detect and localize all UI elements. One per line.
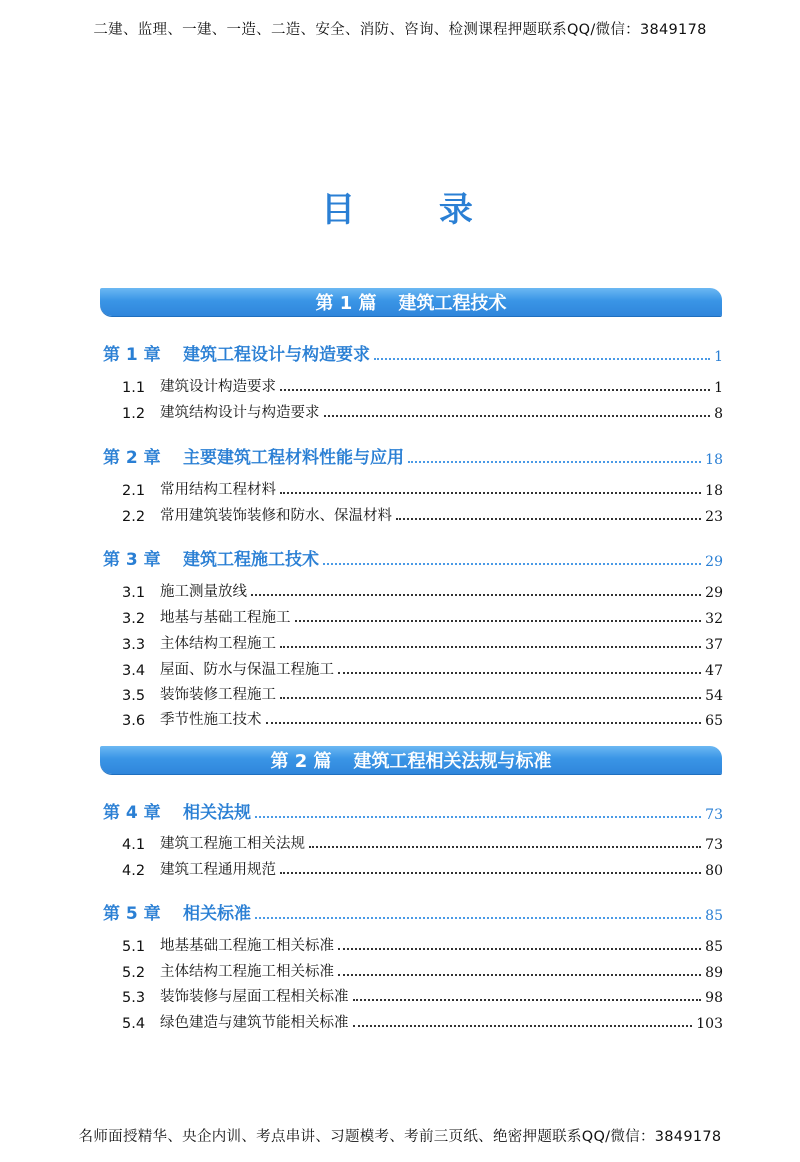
part-title: 建筑工程技术 [398, 293, 507, 314]
section-number: 1.1 [122, 380, 146, 396]
part-1-banner [100, 288, 722, 316]
section-page: 37 [705, 637, 723, 653]
section-number: 2.2 [122, 509, 146, 525]
toc-section-4-2[interactable] [122, 858, 723, 879]
section-number: 5.4 [122, 1016, 146, 1032]
section-page: 23 [705, 509, 723, 525]
dot-leader [280, 646, 701, 648]
section-title: 建筑工程施工相关法规 [160, 836, 305, 852]
dot-leader [309, 846, 701, 848]
dot-leader [338, 672, 701, 674]
toc-section-3-3[interactable] [122, 632, 723, 653]
dot-leader [266, 722, 702, 724]
dot-leader [251, 594, 701, 596]
dot-leader [280, 389, 710, 391]
toc-section-3-2[interactable] [122, 606, 723, 627]
chapter-page: 73 [705, 807, 723, 823]
chapter-label: 第 3 章 [103, 550, 161, 570]
toc-section-3-4[interactable] [122, 658, 723, 679]
section-title: 地基与基础工程施工 [160, 610, 291, 626]
section-title: 装饰装修工程施工 [160, 687, 276, 703]
dot-leader [323, 563, 701, 565]
chapter-label: 第 1 章 [103, 345, 161, 365]
chapter-title: 建筑工程施工技术 [183, 550, 319, 570]
part-label: 第 2 篇 [270, 751, 332, 772]
dot-leader [324, 415, 711, 417]
chapter-page: 85 [705, 908, 723, 924]
chapter-title: 相关法规 [183, 803, 251, 823]
section-title: 常用结构工程材料 [160, 482, 276, 498]
chapter-label: 第 2 章 [103, 448, 161, 468]
section-title: 施工测量放线 [160, 584, 247, 600]
dot-leader [280, 697, 701, 699]
top-banner: 二建、监理、一建、一造、二造、安全、消防、咨询、检测课程押题联系QQ/微信：3849178 [93, 22, 707, 38]
chapter-title: 主要建筑工程材料性能与应用 [183, 448, 404, 468]
section-number: 4.2 [122, 863, 146, 879]
chapter-label: 第 5 章 [103, 904, 161, 924]
toc-section-1-2[interactable] [122, 401, 723, 422]
section-page: 89 [705, 965, 723, 981]
part-title: 建筑工程相关法规与标准 [353, 751, 552, 772]
section-page: 18 [705, 483, 723, 499]
dot-leader [408, 461, 701, 463]
toc-section-5-2[interactable] [122, 960, 723, 981]
section-title: 地基基础工程施工相关标准 [160, 938, 334, 954]
section-page: 98 [705, 990, 723, 1006]
section-page: 47 [705, 663, 723, 679]
section-page: 29 [705, 585, 723, 601]
section-number: 5.2 [122, 965, 146, 981]
section-number: 3.1 [122, 585, 146, 601]
page-title: 目 录 [321, 190, 509, 230]
section-title: 建筑结构设计与构造要求 [160, 405, 320, 421]
chapter-page: 18 [705, 452, 723, 468]
bottom-banner: 名师面授精华、央企内训、考点串讲、习题模考、考前三页纸、绝密押题联系QQ/微信：3849178 [78, 1129, 722, 1145]
section-title: 装饰装修与屋面工程相关标准 [160, 989, 349, 1005]
section-title: 主体结构工程施工 [160, 636, 276, 652]
section-number: 1.2 [122, 406, 146, 422]
dot-leader [396, 518, 701, 520]
section-number: 3.4 [122, 663, 146, 679]
section-page: 73 [705, 837, 723, 853]
dot-leader [353, 999, 702, 1001]
dot-leader [255, 816, 701, 818]
toc-chapter-1[interactable] [103, 340, 723, 365]
section-page: 80 [705, 863, 723, 879]
toc-section-2-1[interactable] [122, 478, 723, 499]
section-number: 3.6 [122, 713, 146, 729]
dot-leader [280, 872, 701, 874]
chapter-label: 第 4 章 [103, 803, 161, 823]
section-number: 3.5 [122, 688, 146, 704]
chapter-page: 29 [705, 554, 723, 570]
dot-leader [353, 1025, 693, 1027]
section-page: 103 [696, 1016, 723, 1032]
section-page: 65 [705, 713, 723, 729]
dot-leader [338, 948, 701, 950]
section-page: 85 [705, 939, 723, 955]
section-title: 建筑设计构造要求 [160, 379, 276, 395]
toc-section-3-5[interactable] [122, 683, 723, 704]
section-number: 4.1 [122, 837, 146, 853]
toc-chapter-3[interactable] [103, 545, 723, 570]
dot-leader [255, 917, 701, 919]
part-label: 第 1 篇 [315, 293, 377, 314]
toc-section-5-1[interactable] [122, 934, 723, 955]
toc-section-3-1[interactable] [122, 580, 723, 601]
section-number: 5.1 [122, 939, 146, 955]
dot-leader [295, 620, 702, 622]
section-page: 54 [705, 688, 723, 704]
toc-chapter-5[interactable] [103, 899, 723, 924]
chapter-title: 相关标准 [183, 904, 251, 924]
section-page: 8 [714, 406, 723, 422]
dot-leader [280, 492, 701, 494]
part-2-banner [100, 746, 722, 774]
dot-leader [374, 358, 710, 360]
section-title: 屋面、防水与保温工程施工 [160, 662, 334, 678]
toc-section-5-3[interactable] [122, 985, 723, 1006]
chapter-title: 建筑工程设计与构造要求 [183, 345, 370, 365]
section-title: 常用建筑装饰装修和防水、保温材料 [160, 508, 392, 524]
section-page: 1 [714, 380, 723, 396]
toc-section-4-1[interactable] [122, 832, 723, 853]
section-title: 主体结构工程施工相关标准 [160, 964, 334, 980]
toc-section-1-1[interactable] [122, 375, 723, 396]
section-page: 32 [705, 611, 723, 627]
toc-section-5-4[interactable] [122, 1011, 723, 1032]
chapter-page: 1 [714, 349, 723, 365]
toc-chapter-4[interactable] [103, 798, 723, 823]
section-number: 3.3 [122, 637, 146, 653]
section-title: 季节性施工技术 [160, 712, 262, 728]
section-number: 2.1 [122, 483, 146, 499]
section-title: 绿色建造与建筑节能相关标准 [160, 1015, 349, 1031]
dot-leader [338, 974, 701, 976]
toc-section-3-6[interactable] [122, 708, 723, 729]
section-title: 建筑工程通用规范 [160, 862, 276, 878]
toc-chapter-2[interactable] [103, 443, 723, 468]
section-number: 5.3 [122, 990, 146, 1006]
toc-section-2-2[interactable] [122, 504, 723, 525]
section-number: 3.2 [122, 611, 146, 627]
